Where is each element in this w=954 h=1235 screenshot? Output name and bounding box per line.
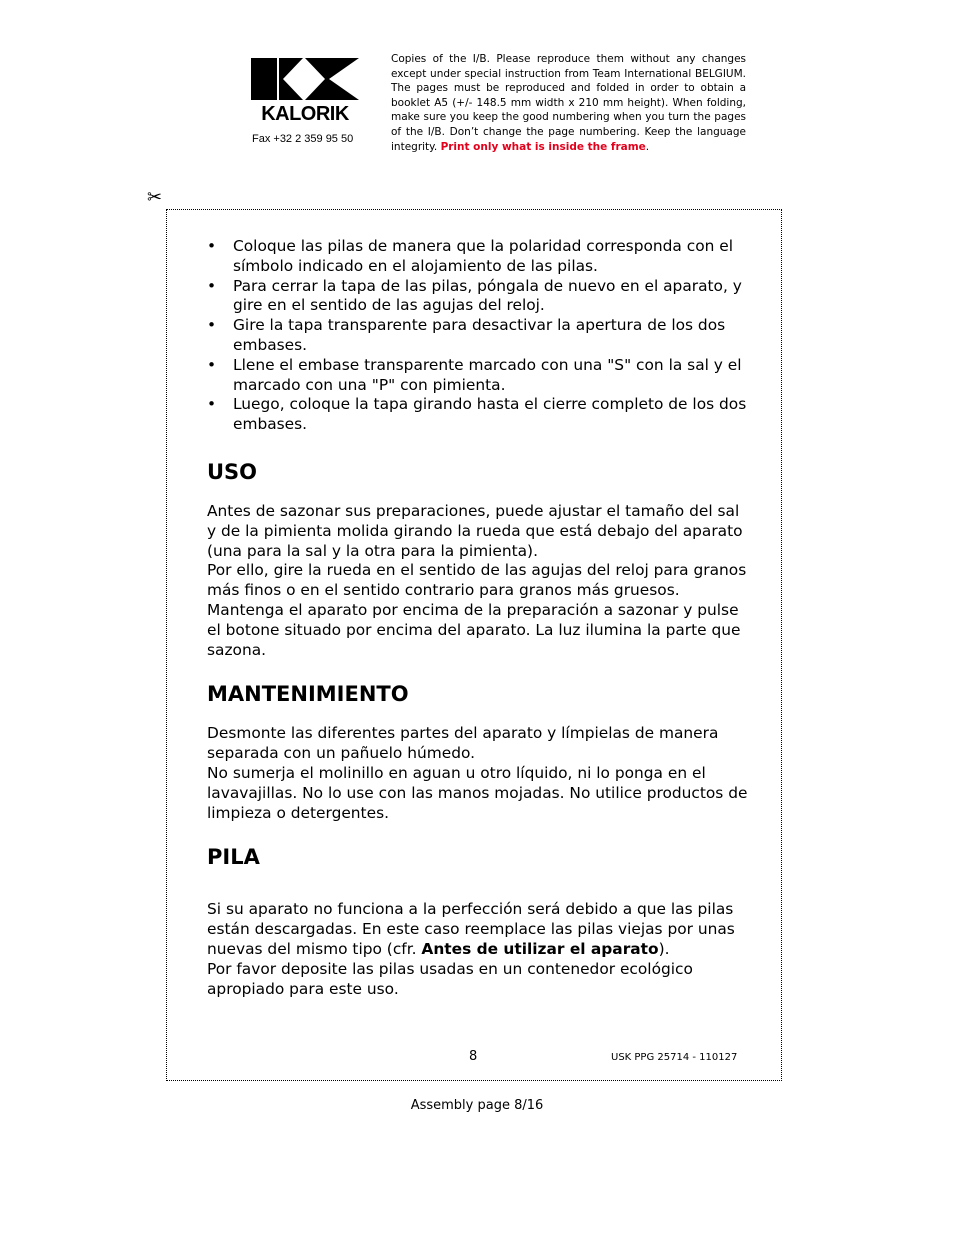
section-uso — [207, 502, 749, 660]
reference-bold: Antes de utilizar el aparato — [421, 939, 659, 958]
heading-mantenimiento: MANTENIMIENTO — [207, 682, 409, 707]
section-mantenimiento — [207, 724, 749, 823]
bullet-icon: • — [207, 276, 217, 295]
uso-paragraph-2: Por ello, gire la rueda en el sentido de las agujas del reloj para granos más finos o en el sentido contrario para granos más gruesos. — [207, 561, 747, 600]
print-notice — [391, 52, 746, 154]
section-pila — [207, 900, 749, 999]
notice-end: . — [645, 140, 650, 153]
document-code: USK PPG 25714 - 110127 — [611, 1052, 738, 1063]
uso-paragraph-1: Antes de sazonar sus preparaciones, puede ajustar el tamaño del sal y de la pimienta molida girando la rueda que está debajo del aparato (una para la sal y la otra para la pimienta). — [207, 501, 743, 560]
notice-text: Copies of the I/B. Please reproduce them without any changes except under special instruction from Team International BELGIUM. The pages must be reproduced and folded in order to obtain a booklet A5 (+/- 148.5 mm width x 210 mm height). When folding, make sure you keep the good numbering when you turn the pages of the I/B. Don’t change the page numbering. Keep the language integrity. — [391, 53, 746, 153]
mantenimiento-paragraph-2: No sumerja el molinillo en aguan u otro líquido, ni lo ponga en el lavavajillas. No lo use con las manos mojadas. No utilice productos de limpieza o detergentes. — [207, 763, 748, 822]
heading-pila: PILA — [207, 845, 260, 870]
list-item: • Llene el embase transparente marcado con una "S" con la sal y el marcado con una "P" con pimienta. — [207, 355, 742, 394]
list-item: • Coloque las pilas de manera que la polaridad corresponda con el símbolo indicado en el alojamiento de las pilas. — [207, 237, 734, 275]
mantenimiento-paragraph-1: Desmonte las diferentes partes del aparato y límpielas de manera separada con un pañuelo húmedo. — [207, 724, 719, 763]
page-content — [207, 237, 749, 999]
kalorik-k-mark-icon — [249, 56, 361, 102]
pila-paragraph-1: Si su aparato no funciona a la perfección será debido a que las pilas están descargadas. En este caso reemplace las pilas viejas por unas nuevas del mismo tipo (cfr. Antes de utilizar el aparato). — [207, 900, 735, 958]
instruction-list — [207, 237, 749, 435]
heading-uso: USO — [207, 459, 258, 484]
bullet-icon: • — [207, 395, 217, 414]
list-item: • Gire la tapa transparente para desactivar la apertura de los dos embases. — [207, 316, 726, 354]
bullet-icon: • — [207, 355, 217, 374]
bullet-icon: • — [207, 316, 217, 335]
list-item: • Luego, coloque la tapa girando hasta el cierre completo de los dos embases. — [207, 395, 747, 434]
list-item: • Para cerrar la tapa de las pilas, póngala de nuevo en el aparato, y gire en el sentido de las agujas del reloj. — [207, 276, 742, 315]
pila-paragraph-2: Por favor deposite las pilas usadas en un contenedor ecológico apropiado para este uso. — [207, 959, 693, 998]
page-number: 8 — [469, 1049, 478, 1064]
kalorik-logo — [249, 56, 361, 124]
notice-highlight: Print only what is inside the frame — [440, 140, 646, 153]
logo-wordmark: KALORIK — [261, 103, 349, 125]
fax-number: Fax +32 2 359 95 50 — [252, 133, 354, 145]
assembly-page: Assembly page 8/16 — [410, 1098, 544, 1113]
scissors-icon: ✂ — [147, 187, 163, 208]
bullet-icon: • — [207, 237, 217, 255]
uso-paragraph-3: Mantenga el aparato por encima de la preparación a sazonar y pulse el botone situado por encima del aparato. La luz ilumina la parte que sazona. — [207, 600, 741, 659]
